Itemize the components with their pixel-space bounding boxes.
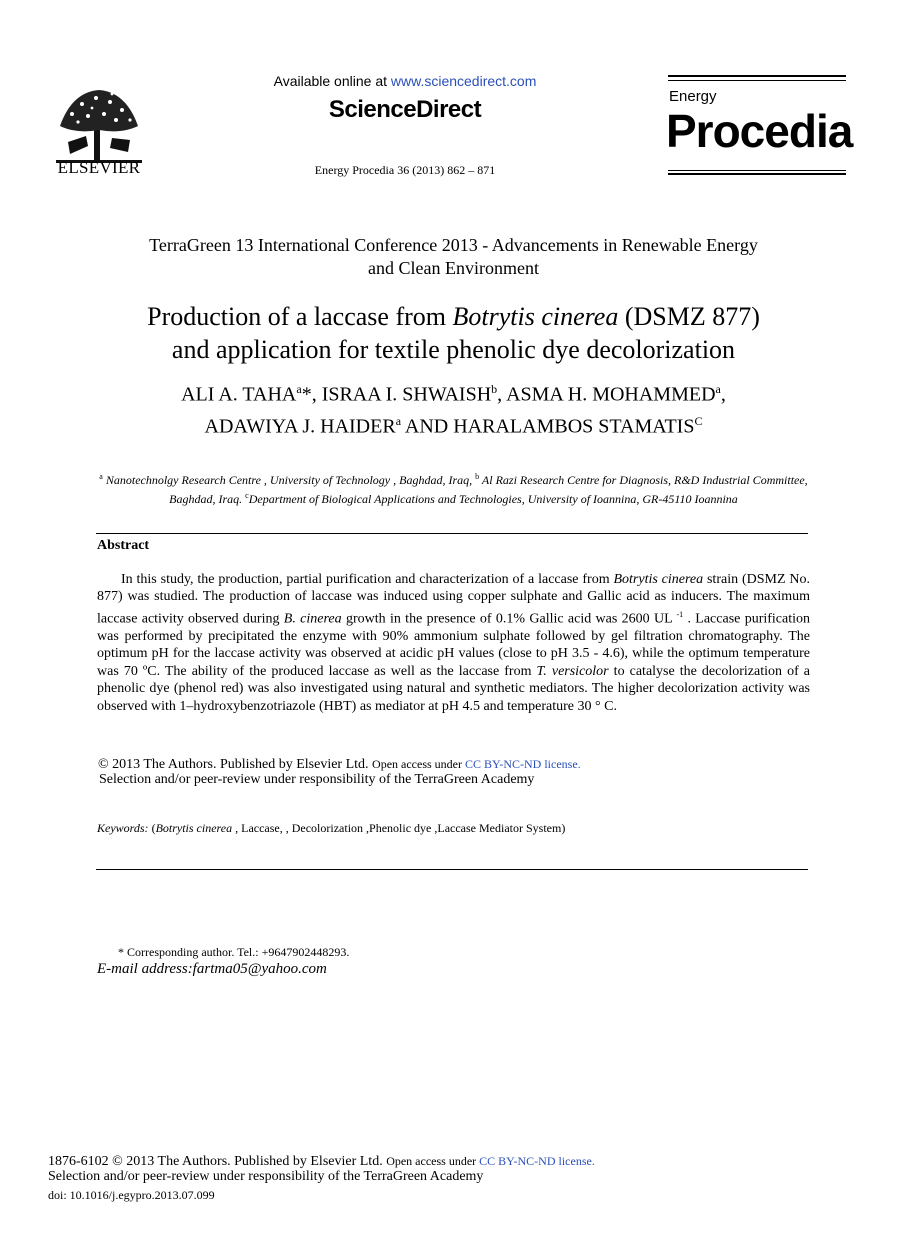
abstract-species: Botrytis cinerea (613, 572, 704, 587)
author-affil-mark: b (491, 382, 498, 396)
abstract-species: T. versicolor (536, 663, 609, 679)
issn-text: 1876-6102 © 2013 The Authors. Published by Elsevier Ltd. (48, 1154, 387, 1169)
abstract-text: In this study, the production, partial purification and characterization of a laccase from (121, 572, 614, 587)
author-list (60, 376, 847, 439)
title-line-2: and application for textile phenolic dye decolorization (171, 335, 736, 364)
author-separator: , (720, 383, 726, 406)
available-online-prefix: Available online at (273, 73, 391, 89)
keywords-text: ( (148, 821, 156, 835)
abstract-bottom-rule (96, 869, 808, 870)
affil-mark: c (245, 491, 249, 500)
abstract-text: growth in the presence of 0.1% Gallic acid was 2600 UL (341, 611, 677, 627)
affiliation-a: Nanotechnolgy Research Centre , University of Technology , Baghdad, Iraq, (102, 473, 476, 487)
available-online (230, 73, 580, 89)
abstract-species: B. cinerea (283, 611, 342, 627)
author-affil-mark: a (296, 382, 302, 396)
affiliations (95, 469, 812, 507)
affil-mark: b (475, 472, 480, 481)
author-affil-mark: a (395, 413, 402, 428)
author-affil-mark: C (694, 413, 703, 428)
procedia-wordmark: Procedia (666, 105, 853, 157)
keywords (97, 820, 809, 836)
sciencedirect-brand: ScienceDirect (328, 96, 482, 123)
keywords-label: Keywords: (97, 821, 149, 835)
procedia-energy-label: Energy (669, 88, 717, 105)
bottom-peer-review: Selection and/or peer-review under responsibility of the TerraGreen Academy (48, 1169, 484, 1184)
open-access-text: Open access under (386, 1154, 480, 1168)
peer-review-line: Selection and/or peer-review under responsibility of the TerraGreen Academy (99, 772, 535, 787)
sciencedirect-url-link[interactable]: www.sciencedirect.com (390, 73, 537, 89)
author-affil-mark: a (715, 382, 721, 396)
author-and: AND (401, 415, 454, 438)
license-link[interactable]: CC BY-NC-ND license. (465, 757, 581, 771)
title-line-1 (60, 300, 847, 333)
affiliation-b: Al Razi Research Centre for Diagnosis, R&D Industrial Committee, Baghdad, Iraq. (169, 473, 808, 506)
procedia-rule (668, 80, 846, 81)
author-separator: , (497, 383, 507, 406)
affiliation-c: Department of Biological Applications and Technologies, University of Ioannina, GR-45110 Ioannina (248, 492, 738, 506)
affil-mark: a (99, 472, 103, 481)
authors-line-1 (60, 376, 847, 408)
copyright-line (98, 756, 810, 773)
copyright-text: © 2013 The Authors. Published by Elsevier Ltd. (98, 757, 373, 772)
abstract-text: strain (DSMZ No. 877) was studied. The production of laccase was induced using copper sulphate and Gallic acid as inducers. The maximum laccase activity observed during (97, 572, 810, 627)
doi: doi: 10.1016/j.egypro.2013.07.099 (48, 1188, 215, 1202)
corresponding-author: * Corresponding author. Tel.: +9647902448293. (118, 945, 350, 959)
author-email: E-mail address:fartma05@yahoo.com (97, 961, 327, 977)
keywords-text: , Laccase, , Decolorization ,Phenolic dye ,Laccase Mediator System) (232, 821, 566, 835)
journal-reference: Energy Procedia 36 (2013) 862 – 871 (314, 163, 496, 177)
abstract-heading: Abstract (97, 538, 150, 553)
title-species: Botrytis cinerea (452, 302, 619, 331)
issn-copyright (48, 1153, 595, 1170)
paper-title (60, 300, 847, 366)
author-name: ISRAA I. SHWAISH (321, 383, 492, 406)
author-name: ALI A. TAHA (181, 383, 297, 406)
author-name: HARALAMBOS STAMATIS (453, 415, 695, 438)
corresponding-mark: *, (301, 383, 322, 406)
abstract-body (97, 571, 810, 715)
abstract-text: . Laccase purification was performed by precipitated the enzyme with 90% ammonium sulphate followed by gel filtration chromatography. The optimum pH for the laccase activity was observed at acidic pH values (close to pH 3.5 - 4.6), while the optimum temperature was 70 ºC. The ability of the produced laccase as well as the laccase from (97, 611, 811, 679)
conference-name (80, 234, 827, 280)
abstract-top-rule (96, 533, 808, 534)
abstract-text: to catalyse the decolorization of a phenolic dye (phenol red) was also investigated using natural and synthetic mediators. The higher decolorization activity was observed with 1–hydroxybenzotriazole (HBT) as mediator at pH 4.5 and temperature 30 ° C. (97, 663, 811, 714)
keyword-species: Botrytis cinerea (155, 821, 233, 835)
authors-line-2 (60, 408, 847, 440)
procedia-rule (668, 173, 846, 175)
title-text: (DSMZ 877) (618, 302, 760, 331)
publisher-name: ELSEVIER (57, 158, 141, 177)
conference-line-1: TerraGreen 13 International Conference 2013 - Advancements in Renewable Energy (149, 235, 758, 255)
author-name: ADAWIYA J. HAIDER (204, 415, 396, 438)
open-access-text: Open access under (372, 757, 465, 771)
conference-line-2: and Clean Environment (368, 258, 539, 278)
author-name: ASMA H. MOHAMMED (506, 383, 716, 406)
title-text: Production of a laccase from (147, 302, 453, 331)
procedia-rule (668, 75, 846, 77)
procedia-rule (668, 170, 846, 171)
abstract-superscript: -1 (676, 609, 684, 619)
license-link[interactable]: CC BY-NC-ND license. (479, 1154, 595, 1168)
